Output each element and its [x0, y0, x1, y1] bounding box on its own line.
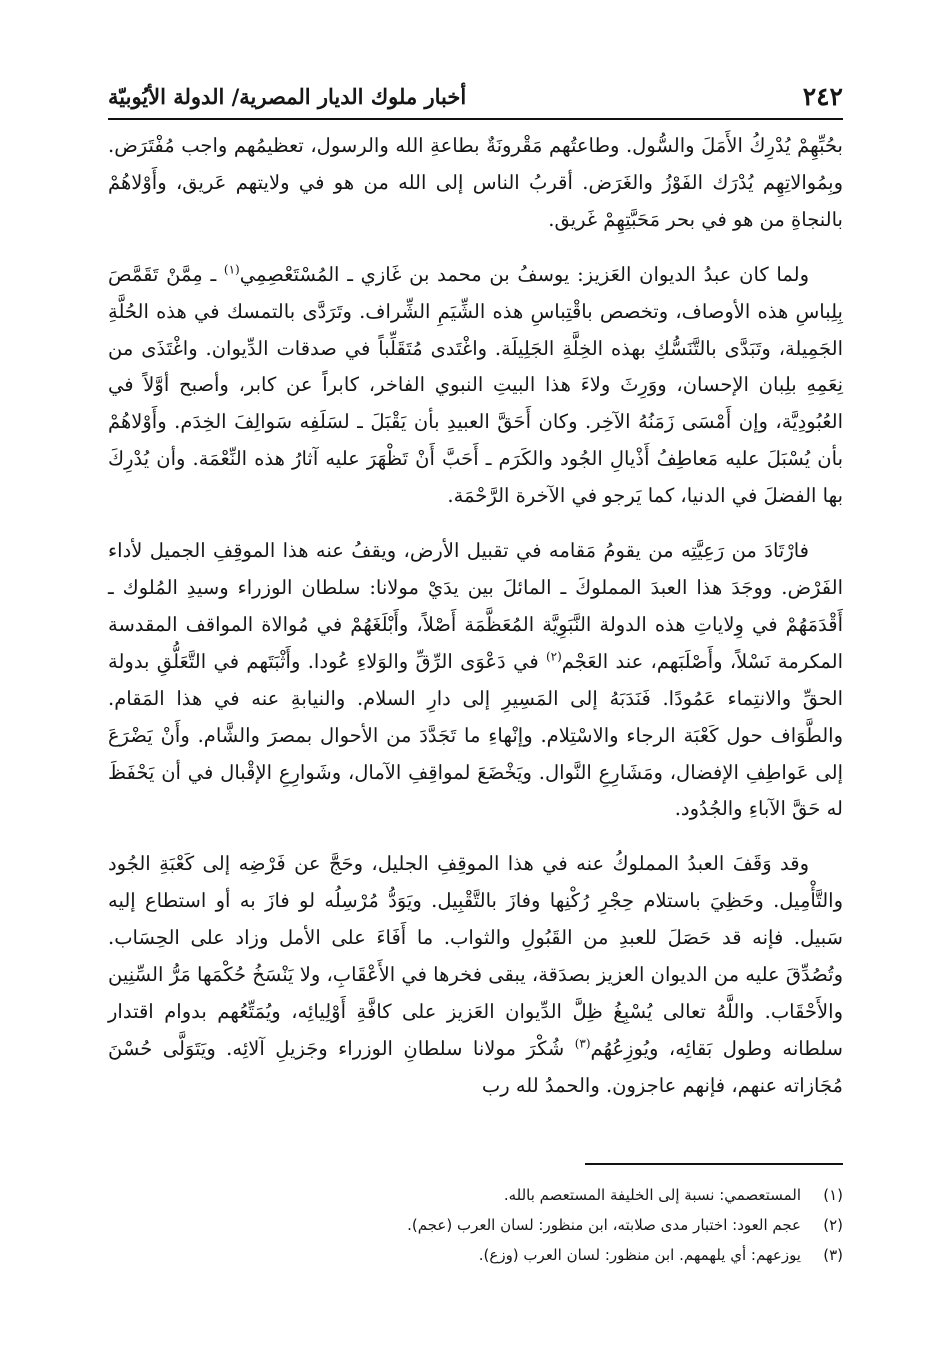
- footnote-number: (٣): [823, 1246, 843, 1264]
- footnote-marker-3: (٣): [574, 1036, 591, 1051]
- footnote-marker-1: (١): [223, 262, 240, 277]
- running-title: أخبار ملوك الديار المصرية/ الدولة الأيُوبيّة: [108, 84, 467, 109]
- paragraph-3-text-b: في دَعْوَى الرِّقِّ والوَلاءِ عُودا. وأَثْبَتَهم في التَّعَلُّقِ بدولة الحقِّ والانتِماء عَمُودًا. فَنَدَبَهُ إلى المَسِيرِ إلى دارِ السلام. والنيابةِ عنه في هذا المَقام. والطَّوَاف حول كَعْبَة الرجاء والاسْتِلام. وإنْهاءِ ما تَجَدَّدَ من الأحوال بمصرَ والشَّام. وأَنْ يَضْرَعَ إلى عَواطِفِ الإفضال، ومَشَارِعِ النَّوال. ويَخْضَعَ لمواقِفِ الآمال، وشَوارِعِ الإقْبال في أن يَحْفَظَ له حَقَّ الآباءِ والجُدُود.: [108, 649, 843, 821]
- header-rule: [108, 118, 843, 120]
- footnote-number: (١): [823, 1186, 843, 1204]
- paragraph-4-text-a: وقد وَقَفَ العبدُ المملوكُ عنه في هذا الموقِفِ الجليل، وحَجَّ عن فَرْضِه إلى كَعْبَةِ الجُود والتَّأْمِيل. وحَظِيَ باستلام حِجْرِ رُكْنِها وفازَ بالتَّقْبِيل. ويَوَدُّ مُرْسِلُه لو فازَ به أو استطاع إليه سَبيل. فإنه قد حَصَلَ للعبدِ من القَبُولِ والثواب. ما أَفَاءَ على الأمل وزاد على الحِسَاب. وتُصُدِّقَ عليه من الديوان العزيز بصدَقة، يبقى فخرها في الأَعْقَابِ، ولا يَنْسَخُ حُكْمَها مَرُّ السِّنِين والأَحْقَاب. واللَّهُ تعالى يُسْبِغُ ظِلَّ الدِّيوان العَزيز على كافَّةِ أَوْلِيائِه، ويُمَتِّعُهم بدوام اقتدار سلطانه وطول بَقائِه، ويُوزِعُهُم: [108, 852, 844, 1060]
- footnote-text: المستعصمي: نسبة إلى الخليفة المستعصم بالله.: [503, 1186, 801, 1204]
- footnote-item: [200, 1180, 843, 1210]
- paragraph-1: [108, 128, 843, 239]
- paragraph-2-text-a: ولما كان عبدُ الديوان العَزيز: يوسفُ بن محمد بن غَازي ـ المُسْتَعْصِمِي: [239, 262, 809, 286]
- paragraph-3: [108, 533, 843, 828]
- paragraph-4: [108, 846, 843, 1104]
- paragraph-2-text-b: ـ مِمَّنْ تَقَمَّصَ بِلِباسِ هذه الأوصاف، وتخصص باقْتِباسِ هذه الشِّيَمِ الشِّراف. وتَرَدَّى بالتمسك في هذه الحُلَّةِ الجَمِيلة، وتَبَدَّى بالتَّنَسُّكِ بهذه الخِلَّةِ الجَلِيلَة. واغْتَدى مُتَقَلِّباً في صدقات الدِّيوان. واغْتَذَى من نِعَمِهِ بلِبان الإحسان، ووَرِثَ ولاءَ هذا البيتِ النبوي الفاخر، كابراً عن كابر، وأصبح أوَّلاً في العُبُودِيَّة، وإن أَمْسَى زَمَنُهُ الآخِر. وكان أَحَقَّ العبيدِ بأن يَقْبَلَ ـ لسَلَفِه سَوالِفَ الخِدَم. وأَوْلاهُمْ بأن يُسْبَلَ عليه مَعاطِفُ أَذْيالِ الجُود والكَرَم ـ أَحَبَّ أَنْ تَظْهَرَ عليه آثارُ هذه النِّعْمَة. وأن يُدْرِكَ بها الفضلَ في الدنيا، كما يَرجو في الآخرة الرَّحْمَة.: [108, 262, 843, 508]
- footnote-text: عجم العود: اختبار مدى صلابته، ابن منظور: لسان العرب (عجم).: [407, 1216, 801, 1234]
- footnote-marker-2: (٢): [545, 649, 562, 664]
- page-number: ٢٤٢: [802, 82, 843, 111]
- paragraph-4-text-b: شُكْرَ مولانا سلطانِ الوزراء وجَزيلِ آلائِه. ويَتَوَلَّى حُسْنَ مُجَازاته عنهم، فإنهم عاجزون. والحمدُ لله رب: [108, 1036, 843, 1097]
- paragraph-1-text: بحُبِّهِمْ يُدْرِكُ الأَمَلَ والسُّول. وطاعتُهم مَقْرونَةٌ بطاعةِ الله والرسول، تعظيمُهم واجب مُفْتَرَض. وبِمُوالاتِهِم يُدْرَك الفَوْزُ والغَرَض. أقربُ الناس إلى الله من هو في ولايتهم عَريق، وأَوْلاهُمْ بالنجاةِ من هو في بحر مَحَبَّتِهِمْ غَريق.: [108, 134, 843, 231]
- page-header: [108, 80, 843, 120]
- footnote-item: [200, 1210, 843, 1240]
- footnotes: [200, 1180, 843, 1270]
- footnote-number: (٢): [823, 1216, 843, 1234]
- paragraph-3-text-a: فارْتَادَ من رَعِيَّتِه من يقومُ مَقامه في تقبيل الأرض، ويقفُ عنه هذا الموقِفِ الجميل لأداء الفَرْض. ووجَدَ هذا العبدَ المملوكَ ـ المائلَ بين يدَيْ مولانا: سلطان الوزراء وسيدِ المُلوك ـ أَقْدَمَهُمْ في وِلاياتِ هذه الدولة النَّبَوِيَّة المُعَظَّمَة أَصْلاً، وأَبْلَغَهُمْ في مُوالاة المواقف المقدسة المكرمة نَسْلاً، وأَصْلَبَهم، عند العَجْم: [108, 539, 843, 673]
- footnote-text: يوزعهم: أي يلهمهم. ابن منظور: لسان العرب (وزع).: [478, 1246, 801, 1264]
- paragraph-2: [108, 257, 843, 515]
- footnote-rule: [585, 1163, 843, 1165]
- main-text: [108, 128, 843, 1123]
- footnote-item: [200, 1240, 843, 1270]
